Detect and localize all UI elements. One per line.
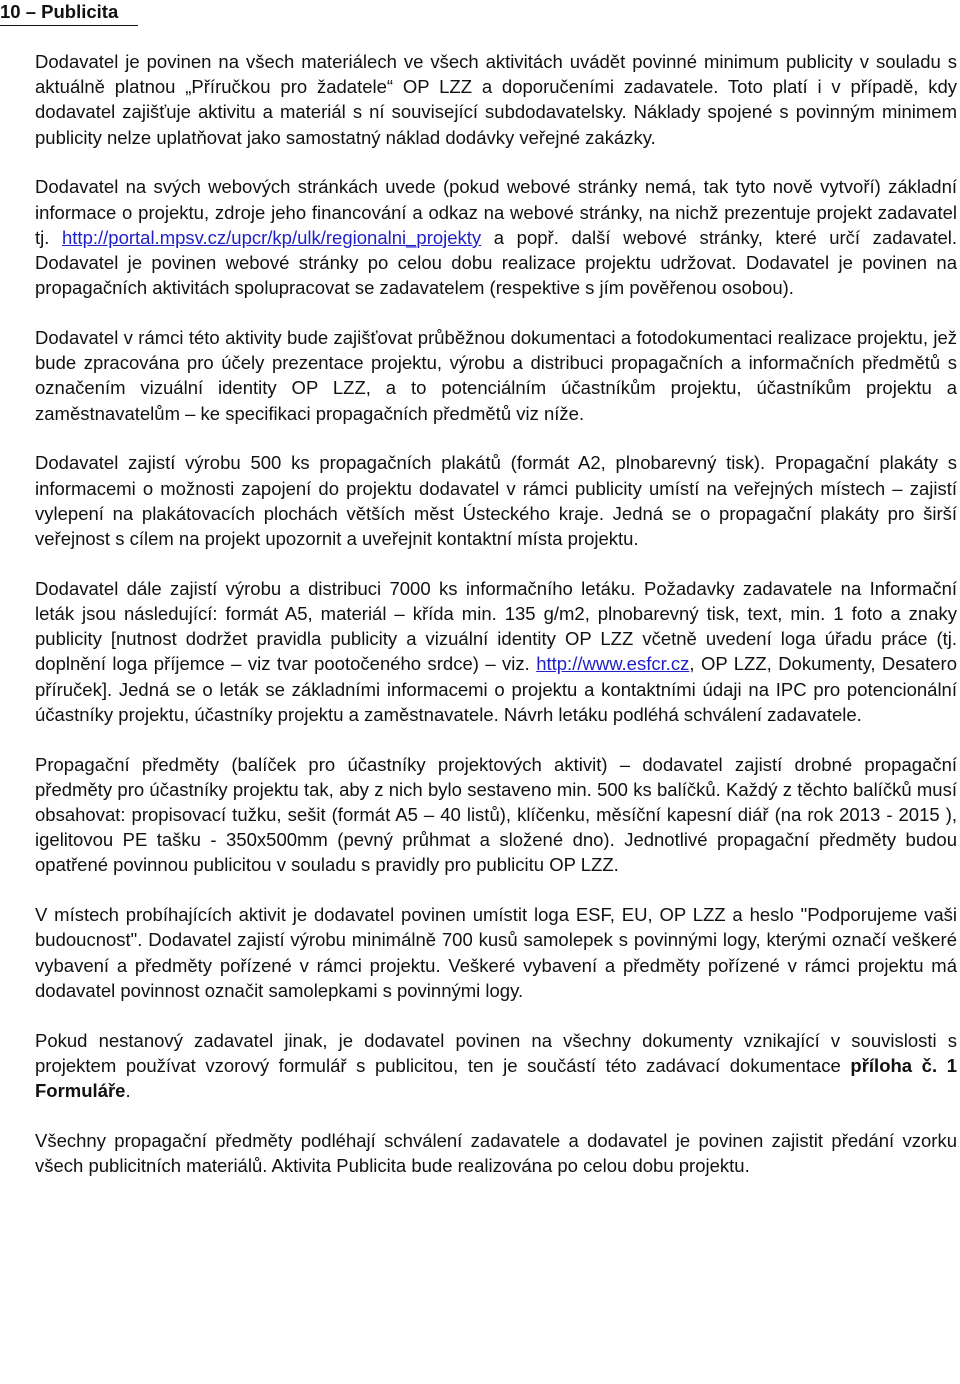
paragraph-website-text-1: Dodavatel na svých webových stránkách uvede (pokud webové stránky nemá, tak tyto nově vytvoří) základní informace o projektu, zdroje jeho financování a odkaz na webové stránky, na nichž prezentuje projekt zadavatel tj. bbox=[35, 176, 957, 248]
section-body bbox=[35, 49, 957, 1203]
paragraph-documentation: Dodavatel v rámci této aktivity bude zajišťovat průběžnou dokumentaci a fotodokumentaci realizace projektu, jež bude zpracována pro účely prezentace projektu, výrobu a distribuci propagačních a informačních předmětů s označením vizuální identity OP LZZ, a to potenciálním účastníkům projektu, účastníkům projektu a zaměstnavatelům – ke specifikaci propagačních předmětů viz níže. bbox=[35, 327, 957, 424]
paragraph-form-template bbox=[35, 1028, 957, 1104]
attachment-reference: příloha č. 1 Formuláře bbox=[35, 1054, 957, 1102]
heading-underline bbox=[0, 25, 138, 26]
paragraph-leaflets bbox=[35, 576, 957, 727]
section-heading: 10 – Publicita bbox=[0, 1, 119, 22]
paragraph-leaflets-text-1: Dodavatel dále zajistí výrobu a distribuci 7000 ks informačního letáku. Požadavky zadavatele na Informační leták jsou následující: formát A5, materiál – křída min. 135 g/m2, plnobarevný tisk, text, min. 1 foto a znaky publicity [nutnost dodržet pravidla publicity a vizuální identity OP LZZ včetně uvedení loga úřadu práce (tj. doplnění loga příjemce – viz tvar pootočeného srdce) – viz. bbox=[35, 577, 957, 675]
portal-mpsv-link[interactable]: http://portal.mpsv.cz/upcr/kp/ulk/regionalni_projekty bbox=[62, 226, 482, 248]
paragraph-form-text: Pokud nestanový zadavatel jinak, je dodavatel povinen na všechny dokumenty vznikající v souvislosti s projektem používat vzorový formulář s publicitou, ten je součástí této zadávací dokumentace bbox=[35, 1029, 957, 1076]
paragraph-promo-items: Propagační předměty (balíček pro účastníky projektových aktivit) – dodavatel zajistí drobné propagační předměty pro účastníky projektu tak, aby z nich bylo sestaveno min. 500 ks balíčků. Každý z těchto balíčků musí obsahovat: propisovací tužku, sešit (formát A5 – 40 listů), klíčenku, měsíční kapesní diář (na rok 2013 - 2015 ), igelitovou PE tašku - 350x500mm (pevný průhmat a složené dno). Jednotlivé propagační předměty budou opatřené povinnou publicitou v souladu s pravidly pro publicitu OP LZZ. bbox=[35, 753, 957, 876]
paragraph-publicity-minimum: Dodavatel je povinen na všech materiálech ve všech aktivitách uvádět povinné minimum publicity v souladu s aktuálně platnou „Příručkou pro žadatele“ OP LZZ a doporučeními zadavatele. Toto platí i v případě, kdy dodavatel zajišťuje aktivitu a materiál s ní související subdodavatelsky. Náklady spojené s povinným minimem publicity nelze uplatňovat jako samostatný náklad dodávky veřejné zakázky. bbox=[35, 51, 957, 148]
paragraph-posters: Dodavatel zajistí výrobu 500 ks propagačních plakátů (formát A2, plnobarevný tisk). Propagační plakáty s informacemi o možnosti zapojení do projektu dodavatel v rámci publicity umístí na veřejných místech – zajistí vylepení na plakátovacích plochách větších měst Ústeckého kraje. Jedná se o propagační plakáty pro širší veřejnost s cílem na projekt upozornit a uveřejnit kontaktní místa projektu. bbox=[35, 452, 957, 550]
paragraph-form-end: . bbox=[125, 1080, 131, 1102]
paragraph-logos-stickers: V místech probíhajících aktivit je dodavatel povinen umístit loga ESF, EU, OP LZZ a heslo "Podporujeme vaši budoucnost". Dodavatel zajistí výrobu minimálně 700 kusů samolepek s povinnými logy, kterými označí veškeré vybavení a předměty pořízené v rámci projektu. Veškeré vybavení a předměty pořízené v rámci projektu má dodavatel povinnost označit samolepkami s povinnými logy. bbox=[35, 904, 957, 1001]
esfcr-link[interactable]: http://www.esfcr.cz bbox=[536, 653, 690, 675]
paragraph-website bbox=[35, 174, 957, 300]
paragraph-leaflets-text-2: , OP LZZ, Dokumenty, Desatero příruček]. Jedná se o leták se základními informacemi o projektu a kontaktními údaji na IPC pro potencionální účastníky projektu, účastníky projektu a zaměstnavatele. Návrh letáku podléhá schválení zadavatele. bbox=[35, 653, 958, 725]
paragraph-approval: Všechny propagační předměty podléhají schválení zadavatele a dodavatel je povinen zajistit předání vzorku všech publicitních materiálů. Aktivita Publicita bude realizována po celou dobu projektu. bbox=[35, 1129, 957, 1177]
paragraph-website-text-2: a popř. další webové stránky, které určí zadavatel. Dodavatel je povinen webové stránky po celou dobu realizace projektu udržovat. Dodavatel je povinen na propagačních aktivitách spolupracovat se zadavatelem (respektive s jím pověřenou osobou). bbox=[35, 226, 958, 299]
